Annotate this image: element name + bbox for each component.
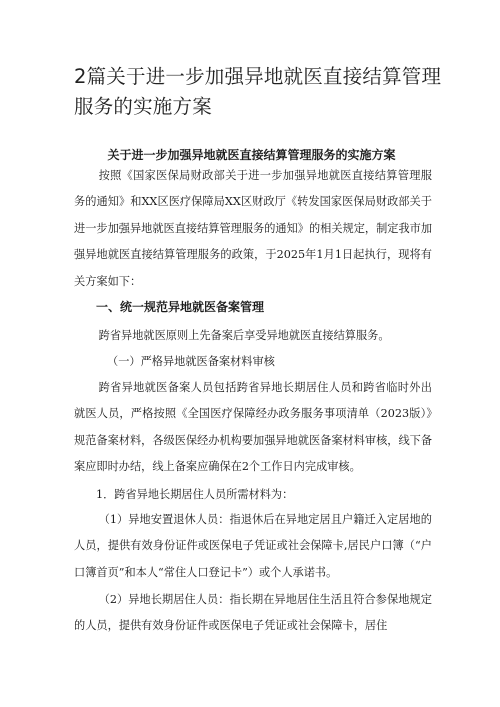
item-1-a-paragraph: （1）异地安置退休人员：指退休后在异地定居且户籍迁入定居地的人员，提供有效身份证件或医保电子凭证或社会保障卡,居民户口簿（“户口簿首页”和本人“常住人口登记卡”）或个人承诺书。: [74, 513, 432, 579]
section-heading: 关于进一步加强异地就医直接结算管理服务的实施方案: [107, 148, 396, 162]
item-1: 1．跨省异地长期居住人员所需材料为：: [96, 488, 294, 501]
subheading-1: （一）严格异地就医备案材料审核: [107, 355, 275, 368]
item-1-b-paragraph: （2）异地长期居住人员：指长期在异地居住生活且符合参保地规定的人员，提供有效身份证件或医保电子凭证或社会保障卡，居住: [74, 593, 432, 633]
heading-1: 一、统一规范异地就医备案管理: [96, 300, 265, 314]
document-title: 2篇关于进一步加强异地就医直接结算管理服务的实施方案: [74, 65, 442, 118]
subheading-1-paragraph: 跨省异地就医备案人员包括跨省异地长期居住人员和跨省临时外出就医人员，严格按照《全国医疗保障经办政务服务事项清单（2023版）》规范备案材料，各级医保经办机构要加强异地就医备案材料审核，线下备案应即时办结，线上备案应确保在2个工作日内完成审核。: [74, 381, 433, 474]
heading-1-paragraph: 跨省异地就医原则上先备案后享受异地就医直接结算服务。: [98, 329, 390, 342]
intro-paragraph: 按照《国家医保局财政部关于进一步加强异地就医直接结算管理服务的通知》和XX区医疗保障局XX区财政厅《转发国家医保局财政部关于进一步加强异地就医直接结算管理服务的通知》的相关规定，制定我市加强异地就医直接结算管理服务的政策，于2025年1月1日起执行，现将有关方案如下：: [74, 169, 433, 288]
